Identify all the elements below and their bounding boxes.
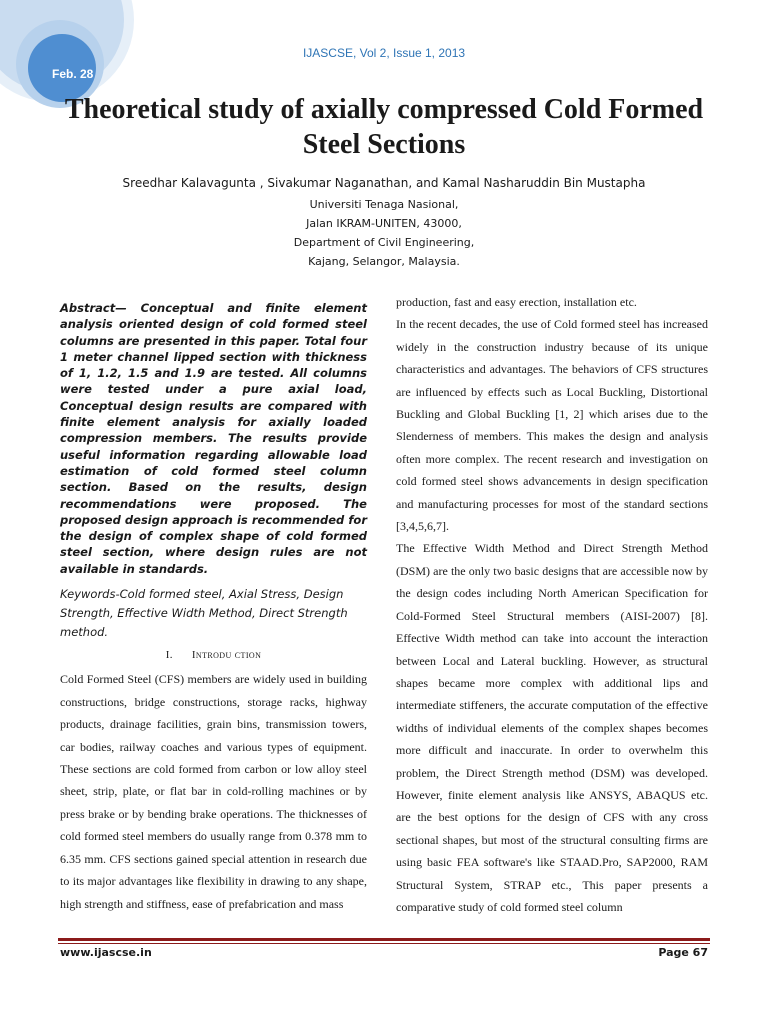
keywords: Keywords-Cold formed steel, Axial Stress, Design Strength, Effective Width Method, Direct Strength method. xyxy=(60,587,348,640)
affiliation-line: Jalan IKRAM-UNITEN, 43000, xyxy=(306,217,462,230)
body-paragraph: production, fast and easy erection, installation etc. xyxy=(396,295,637,309)
paper-title: Theoretical study of axially compressed Cold Formed Steel Sections xyxy=(64,94,704,160)
footer-rule-thin xyxy=(58,943,710,944)
section-title: Introdu ction xyxy=(191,649,262,662)
introduction-paragraph: Cold Formed Steel (CFS) members are widely used in building constructions, bridge constructions, storage racks, highway products, drainage facilities, grain bins, transmission towers, car bodies, railway coaches and various types of equipment. These sections are cold formed from carbon or low alloy steel sheet, strip, plate, or flat bar in cold-rolling machines or by press brake or by bending brake operations. The thicknesses of cold formed steel members do usually range from 0.378 mm to 6.35 mm. CFS sections gained special attention in research due to its major advantages like flexibility in drawing to any shape, high strength and stiffness, ease of prefabrication and mass xyxy=(60,672,367,911)
left-column xyxy=(60,300,367,915)
body-paragraph: In the recent decades, the use of Cold formed steel has increased widely in the construction industry because of its unique characteristics and advantages. The behaviors of CFS structures are influenced by effects such as Local Buckling, Distortional Buckling and Global Buckling [1, 2] which arises due to the Slenderness of members. This makes the design and analysis often more complex. The recent research and investigation on cold formed steel shows advancements in design specification and manufacturing processes for most of the standard sections [3,4,5,6,7]. xyxy=(396,317,708,534)
affiliation xyxy=(0,195,768,271)
footer-rule xyxy=(58,938,710,941)
section-number: I. xyxy=(165,649,173,662)
footer-url: www.ijascse.in xyxy=(60,946,152,959)
affiliation-line: Kajang, Selangor, Malaysia. xyxy=(308,255,460,268)
journal-header: IJASCSE, Vol 2, Issue 1, 2013 xyxy=(302,46,466,60)
abstract: Abstract— Conceptual and finite element analysis oriented design of cold formed steel columns are presented in this paper. Total four 1 meter channel lipped section with thickness of 1, 1.2, 1.5 and 1.9 are tested. All columns were tested under a pure axial load, Conceptual design results are compared with finite element analysis for axially loaded compression members. The results provide useful information regarding allowable load estimation of cold formed steel column section. Based on the results, design recommendations were proposed. The proposed design approach is recommended for the design of complex shape of cold formed steel section, where design rules are not available in standards. xyxy=(60,301,367,576)
right-column xyxy=(396,295,708,918)
section-heading xyxy=(60,644,367,666)
body-paragraph: The Effective Width Method and Direct Strength Method (DSM) are the only two basic designs that are accessible now by the design codes including North American Specification for Cold-Formed Steel Structural members (AISI-2007) [8]. Effective Width method can take into account the interaction between Local and Lateral buckling. However, as structural shapes became more complex with additional lips and intermediate stiffeners, the accurate computation of the effective widths of individual elements of the complex shapes becomes more difficult and inaccurate. In order to overwhelm this problem, the Direct Strength method (DSM) was developed. However, finite element analysis like ANSYS, ABAQUS etc. are the best options for the design of CFS with any cross sectional shapes, but most of the structural consulting firms are using basic FEA software's like STAAD.Pro, SAP2000, RAM Structural System, STRAP etc., This paper presents a comparative study of cold formed steel column xyxy=(396,541,708,914)
author-list: Sreedhar Kalavagunta , Sivakumar Naganathan, and Kamal Nasharuddin Bin Mustapha xyxy=(122,176,646,190)
affiliation-line: Department of Civil Engineering, xyxy=(293,236,475,249)
affiliation-line: Universiti Tenaga Nasional, xyxy=(309,198,459,211)
date-badge: Feb. 28 xyxy=(52,67,94,81)
page-number: Page 67 xyxy=(658,946,708,959)
